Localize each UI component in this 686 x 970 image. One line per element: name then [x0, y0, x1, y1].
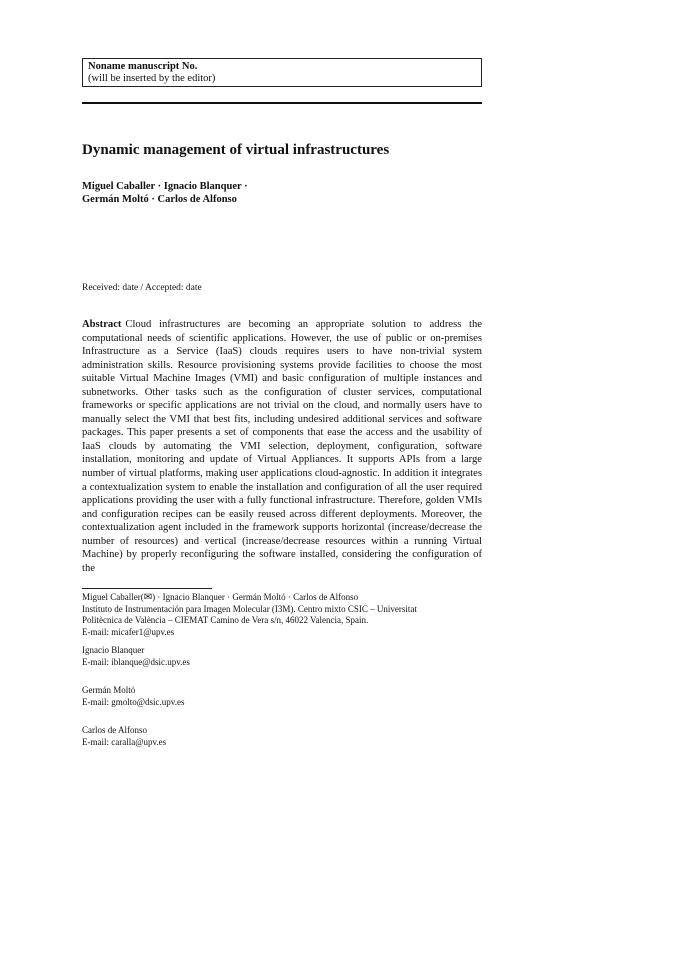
- paper-title: Dynamic management of virtual infrastructures: [82, 142, 390, 158]
- author-line-2: Germán Moltó · Carlos de Alfonso: [82, 194, 237, 205]
- editor-note: (will be inserted by the editor): [88, 73, 216, 84]
- footnotes: [82, 592, 482, 748]
- email-1: E-mail: micafer1@upv.es: [82, 626, 175, 637]
- manuscript-number-label: Noname manuscript No.: [88, 61, 198, 72]
- received-accepted-line: Received: date / Accepted: date: [82, 283, 202, 293]
- abstract-label: Abstract: [82, 319, 122, 330]
- email-4: E-mail: caralla@upv.es: [82, 736, 167, 747]
- author-list: [82, 180, 502, 206]
- footnote-name-4: Carlos de Alfonso: [82, 725, 147, 735]
- footnote-rule: [82, 588, 212, 589]
- affiliation-line-1: Instituto de Instrumentación para Imagen Molecular (I3M). Centro mixto CSIC – Universitat: [82, 603, 417, 614]
- author-line-1: Miguel Caballer · Ignacio Blanquer ·: [82, 181, 248, 192]
- abstract-text: Cloud infrastructures are becoming an appropriate solution to address the computational needs of scientific applications. However, the use of public or on-premises Infrastructure as a Service (IaaS) clouds requires users to have non-trivial system administration skills. Resource provisioning systems provide facilities to choose the most suitable Virtual Machine Images (VMI) and basic configuration of multiple instances and subnetworks. Other tasks such as the configuration of cluster services, computational frameworks or specific applications are not trivial on the cloud, and normally users have to manually select the VMI that best fits, including undesired additional services and software packages. This paper presents a set of components that ease the access and the usability of IaaS clouds by automating the VMI selection, deployment, configuration, software installation, monitoring and update of Virtual Appliances. It supports APIs from a large number of virtual platforms, making user applications cloud-agnostic. In addition it integrates a contextualization system to enable the installation and configuration of all the user required applications providing the user with a fully functional infrastructure. Therefore, golden VMIs and configuration recipes can be easily reused across different deployments. Moreover, the contextualization agent included in the framework supports horizontal (increase/decrease the number of resources) and vertical (increase/decrease resources within a running Virtual Machine) by properly reconfiguring the software installed, considering the configuration of the: [82, 319, 482, 574]
- abstract: [82, 318, 482, 575]
- envelope-icon: (✉): [140, 592, 156, 603]
- manuscript-number-box: [82, 58, 482, 87]
- affiliation-line-2: Politècnica de València – CIEMAT Camino de Vera s/n, 46022 Valencia, Spain.: [82, 615, 369, 625]
- footnote-author-line: [82, 592, 482, 604]
- coauthor-names: · Ignacio Blanquer · Germán Moltó · Carlos de Alfonso: [155, 592, 359, 602]
- footnote-name-2: Ignacio Blanquer: [82, 645, 145, 655]
- email-2: E-mail: iblanque@dsic.upv.es: [82, 656, 190, 667]
- header-rule: [82, 102, 482, 104]
- email-3: E-mail: gmolto@dsic.upv.es: [82, 696, 185, 707]
- corresponding-author-name: Miguel Caballer: [82, 592, 141, 602]
- footnote-name-3: Germán Moltó: [82, 685, 136, 695]
